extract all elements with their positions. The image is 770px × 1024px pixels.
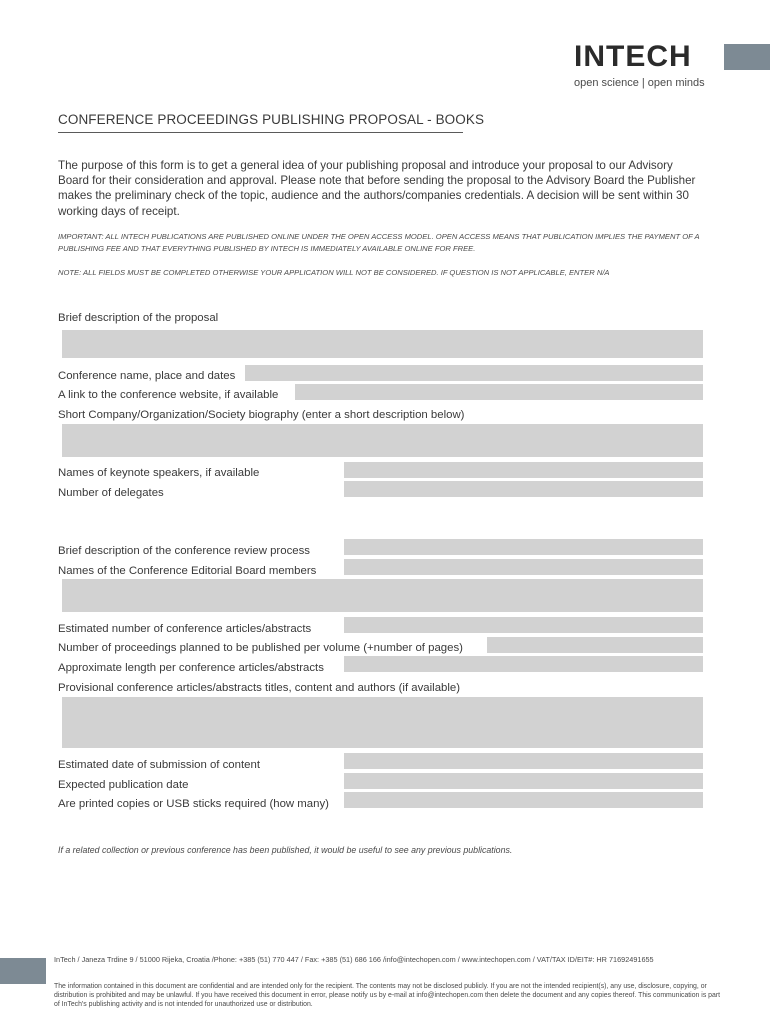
field-provisional-titles[interactable] — [62, 697, 703, 748]
label-provisional-titles: Provisional conference articles/abstracts titles, content and authors (if available) — [58, 682, 461, 694]
label-brief-description: Brief description of the proposal — [58, 312, 219, 324]
footer-address: InTech / Janeza Trdine 9 / 51000 Rijeka, Croatia /Phone: +385 (51) 770 447 / Fax: +385 (51) 686 166 /info@intechopen.com / www.intechopen.com / VAT/TAX ID/EIT#: HR 71692491655 — [54, 955, 654, 964]
label-num-articles: Estimated number of conference articles/abstracts — [58, 623, 312, 635]
field-num-proceedings[interactable] — [487, 637, 703, 653]
corner-accent-bottom — [0, 958, 46, 984]
field-num-articles[interactable] — [344, 617, 703, 633]
field-company-bio[interactable] — [62, 424, 703, 457]
fields-note: NOTE: ALL FIELDS MUST BE COMPLETED OTHERWISE YOUR APPLICATION WILL NOT BE CONSIDERED. IF QUESTION IS NOT APPLICABLE, ENTER N/A — [58, 268, 610, 277]
label-company-bio: Short Company/Organization/Society biography (enter a short description below) — [58, 409, 465, 421]
label-keynote-speakers: Names of keynote speakers, if available — [58, 467, 260, 479]
label-editorial-board: Names of the Conference Editorial Board members — [58, 565, 317, 577]
label-conference-name: Conference name, place and dates — [58, 370, 236, 382]
field-editorial-board[interactable] — [62, 579, 703, 612]
label-printed-copies: Are printed copies or USB sticks required (how many) — [58, 798, 329, 810]
previous-publications-hint: If a related collection or previous conference has been published, it would be useful to see any previous publications. — [58, 845, 513, 855]
field-keynote-speakers[interactable] — [344, 462, 703, 478]
field-article-length[interactable] — [344, 656, 703, 672]
label-article-length: Approximate length per conference articles/abstracts — [58, 662, 324, 674]
field-conference-link[interactable] — [295, 384, 703, 400]
label-num-proceedings: Number of proceedings planned to be published per volume (+number of pages) — [58, 642, 463, 654]
corner-accent-top — [724, 44, 770, 70]
field-publication-date[interactable] — [344, 773, 703, 789]
field-brief-description[interactable] — [62, 330, 703, 358]
field-conference-name[interactable] — [245, 365, 703, 381]
title-underline — [58, 132, 463, 133]
label-delegates: Number of delegates — [58, 487, 164, 499]
important-note: IMPORTANT: ALL INTECH PUBLICATIONS ARE PUBLISHED ONLINE UNDER THE OPEN ACCESS MODEL. OPEN ACCESS MEANS THAT PUBLICATION IMPLIES THE PAYMENT OF A PUBLISHING FEE AND THAT EVERYTHING PUBLISHED BY INTECH IS IMMEDIATELY AVAILABLE ONLINE FOR FREE. — [58, 232, 700, 253]
field-review-process[interactable] — [344, 539, 703, 555]
label-publication-date: Expected publication date — [58, 779, 189, 791]
footer-legal: The information contained in this document are confidential and are intended only for the recipient. The contents may not be disclosed publicly. If you are not the intended recipient(s), any use, disclosure, copying, or distribution is prohibited and may be unlawful. If you have received this document in error, please notify us by e-mail at info@intechopen.com then delete the document and any copies thereof. This communication is part of InTech's publishing activity and is not intended for unauthorized use or distribution. — [54, 983, 721, 1009]
label-review-process: Brief description of the conference review process — [58, 545, 310, 557]
form-title: CONFERENCE PROCEEDINGS PUBLISHING PROPOSAL - BOOKS — [58, 112, 485, 127]
logo-tagline: open science | open minds — [574, 77, 705, 89]
field-delegates[interactable] — [344, 481, 703, 497]
label-conference-link: A link to the conference website, if available — [58, 389, 279, 401]
field-printed-copies[interactable] — [344, 792, 703, 808]
intech-logo: INTECH — [574, 40, 692, 73]
field-editorial-board-short[interactable] — [344, 559, 703, 575]
label-submission-date: Estimated date of submission of content — [58, 759, 260, 771]
field-submission-date[interactable] — [344, 753, 703, 769]
form-intro: The purpose of this form is to get a general idea of your publishing proposal and introduce your proposal to our Advisory Board for their consideration and approval. Please note that before sending the proposal to the Advisory Board the Publisher makes the preliminary check of the topic, audience and the authors/companies credentials. A decision will be sent within 30 working days of receipt. — [58, 159, 696, 218]
